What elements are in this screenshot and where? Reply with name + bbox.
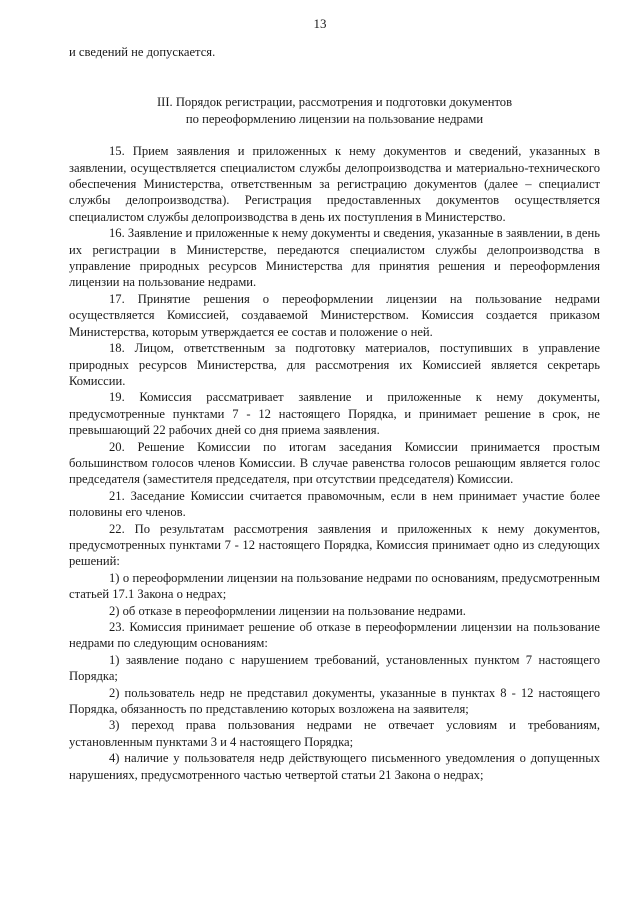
paragraph-22: 22. По результатам рассмотрения заявления и приложенных к нему документов, предусмотренных пунктами 7 - 12 настоящего Порядка, Комиссия принимает одно из следующих решений: (69, 521, 600, 569)
paragraph-16: 16. Заявление и приложенные к нему документы и сведения, указанные в заявлении, в день их регистрации в Министерстве, передаются специалистом службы делопроизводства в управление природных ресурсов Министерства для принятия решения и переоформления лицензии на пользование недрами. (69, 226, 600, 290)
paragraph-23: 23. Комиссия принимает решение об отказе в переоформлении лицензии на пользование недрами по следующим основаниям: (69, 620, 600, 651)
paragraph-20: 20. Решение Комиссии по итогам заседания Комиссии принимается простым большинством голосов членов Комиссии. В случае равенства голосов решающим является голос председателя (заместителя председателя, при отсутствии председателя) Комиссии. (69, 439, 600, 487)
paragraph-23-item-3: 3) переход права пользования недрами не отвечает условиям и требованиям, установленным пунктами 3 и 4 настоящего Порядка; (69, 718, 600, 749)
document-body (69, 44, 600, 783)
section-heading-line-1: III. Порядок регистрации, рассмотрения и подготовки документов (156, 95, 513, 110)
paragraph-21: 21. Заседание Комиссии считается правомочным, если в нем принимает участие более половины его членов. (69, 488, 600, 520)
section-heading (69, 94, 600, 127)
paragraph-23-item-4: 4) наличие у пользователя недр действующего письменного уведомления о допущенных нарушениях, предусмотренного частью четвертой статьи 21 Закона о недрах; (69, 751, 600, 782)
continuation-text: и сведений не допускается. (69, 45, 216, 59)
paragraph-19: 19. Комиссия рассматривает заявление и приложенные к нему документы, предусмотренные пунктами 7 - 12 настоящего Порядка, и принимает решение в срок, не превышающий 22 рабочих дней со дня приема заявления. (69, 390, 600, 438)
paragraph-17: 17. Принятие решения о переоформлении лицензии на пользование недрами осуществляется Комиссией, создаваемой Министерством. Комиссия создается приказом Министерства, которым утверждается ее состав и положение о ней. (69, 291, 600, 339)
section-heading-line-2: по переоформлению лицензии на пользование недрами (185, 111, 484, 126)
paragraph-22-item-2: 2) об отказе в переоформлении лицензии на пользование недрами. (109, 603, 466, 618)
paragraph-23-item-1: 1) заявление подано с нарушением требований, установленных пунктом 7 настоящего Порядка; (69, 652, 600, 684)
paragraph-23-item-2: 2) пользователь недр не представил документы, указанные в пунктах 8 - 12 настоящего Порядка, обязанность по представлению которых возложена на заявителя; (69, 685, 600, 717)
page-number: 13 (313, 16, 327, 31)
paragraph-18: 18. Лицом, ответственным за подготовку материалов, поступивших в управление природных ресурсов Министерства, для рассмотрения их Комиссией является секретарь Комиссии. (69, 341, 600, 388)
paragraph-22-item-1: 1) о переоформлении лицензии на пользование недрами по основаниям, предусмотренным статьей 17.1 Закона о недрах; (69, 570, 600, 602)
paragraph-15: 15. Прием заявления и приложенных к нему документов и сведений, указанных в заявлении, осуществляется специалистом службы делопроизводства и материально-технического обеспечения Министерства, ответственным за регистрацию документов (далее – специалист службы делопроизводства). Регистрация предоставленных документов осуществляется специалистом службы делопроизводства в день их поступления в Министерство. (69, 144, 600, 224)
